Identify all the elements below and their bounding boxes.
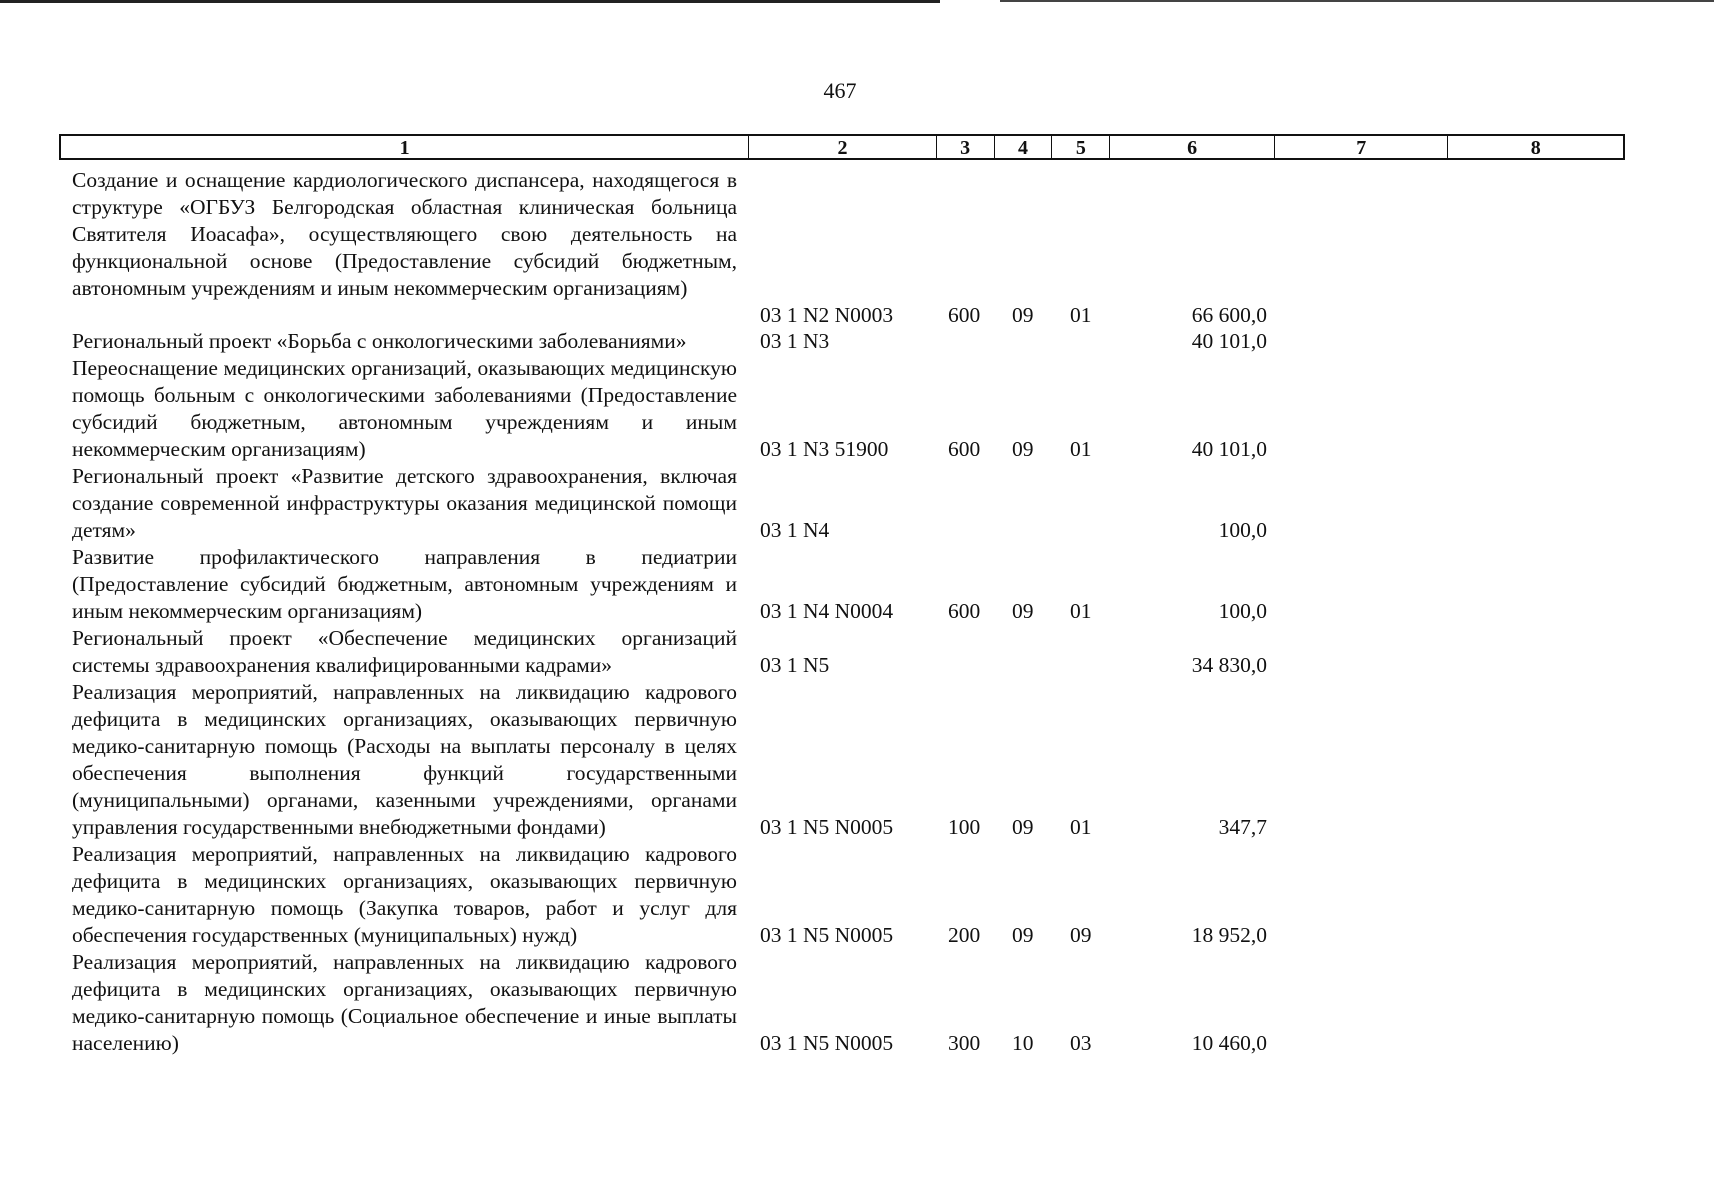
row-amount: 100,0 [1218, 599, 1267, 623]
scan-edge [1000, 0, 1714, 2]
row-section: 09 [1012, 923, 1034, 947]
scan-edge [0, 0, 940, 3]
row-subsection: 01 [1070, 599, 1092, 623]
row-name: Развитие профилактического направления в педиатрии (Предоставление субсидий бюджетным, автономным учреждениям и иным некоммерческим организациям) [72, 545, 737, 623]
row-subsection: 01 [1070, 437, 1092, 461]
row-subsection: 09 [1070, 923, 1092, 947]
row-section: 09 [1012, 437, 1034, 461]
row-name: Реализация мероприятий, направленных на ликвидацию кадрового дефицита в медицинских организациях, оказывающих первичную медико-санитарную помощь (Закупка товаров, работ и услуг для обеспечения государственных (муниципальных) нужд) [72, 842, 737, 947]
row-expense-type: 600 [948, 599, 981, 623]
table-header [59, 134, 1625, 160]
row-amount: 100,0 [1218, 518, 1267, 542]
row-section: 09 [1012, 815, 1034, 839]
row-expense-type: 100 [948, 815, 981, 839]
row-name: Реализация мероприятий, направленных на ликвидацию кадрового дефицита в медицинских организациях, оказывающих первичную медико-санитарную помощь (Социальное обеспечение и иные выплаты населению) [72, 950, 737, 1055]
row-amount: 40 101,0 [1191, 437, 1267, 461]
row-name: Региональный проект «Обеспечение медицинских организаций системы здравоохранения квалифицированными кадрами» [72, 626, 737, 677]
row-code: 03 1 N5 [760, 653, 830, 677]
table-row [0, 355, 1714, 463]
row-subsection: 03 [1070, 1031, 1092, 1055]
row-section: 10 [1012, 1031, 1034, 1055]
header-col-4: 4 [995, 136, 1053, 158]
row-section: 09 [1012, 599, 1034, 623]
page-number: 467 [823, 78, 857, 103]
row-subsection: 01 [1070, 303, 1092, 327]
table-row [0, 544, 1714, 625]
row-code: 03 1 N3 [760, 329, 830, 353]
row-amount: 40 101,0 [1191, 329, 1267, 353]
row-amount: 18 952,0 [1191, 923, 1267, 947]
row-code: 03 1 N5 N0005 [760, 923, 894, 947]
header-col-2: 2 [749, 136, 937, 158]
row-code: 03 1 N4 N0004 [760, 599, 894, 623]
row-code: 03 1 N2 N0003 [760, 303, 894, 327]
row-section: 09 [1012, 303, 1034, 327]
row-name: Региональный проект «Развитие детского здравоохранения, включая создание современной инфраструктуры оказания медицинской помощи детям» [72, 464, 737, 542]
header-col-3: 3 [937, 136, 995, 158]
table-row [0, 328, 1714, 355]
header-col-8: 8 [1530, 137, 1541, 159]
row-code: 03 1 N3 51900 [760, 437, 889, 461]
row-amount: 66 600,0 [1191, 303, 1267, 327]
table-row [0, 949, 1714, 1057]
row-expense-type: 600 [948, 303, 981, 327]
table-row [0, 679, 1714, 841]
row-expense-type: 300 [948, 1031, 981, 1055]
row-name: Региональный проект «Борьба с онкологическими заболеваниями» [72, 329, 687, 353]
header-col-7: 7 [1275, 136, 1449, 158]
row-amount: 347,7 [1218, 815, 1267, 839]
row-subsection: 01 [1070, 815, 1092, 839]
row-amount: 34 830,0 [1191, 653, 1267, 677]
row-amount: 10 460,0 [1191, 1031, 1267, 1055]
row-name: Создание и оснащение кардиологического диспансера, находящегося в структуре «ОГБУЗ Белгородская областная клиническая больница Святителя Иоасафа», осуществляющего свою деятельность на функциональной основе (Предоставление субсидий бюджетным, автономным учреждениям и иным некоммерческим организациям) [72, 168, 737, 300]
row-expense-type: 200 [948, 923, 981, 947]
row-name: Реализация мероприятий, направленных на ликвидацию кадрового дефицита в медицинских организациях, оказывающих первичную медико-санитарную помощь (Расходы на выплаты персоналу в целях обеспечения выполнения функций государственными (муниципальными) органами, казенными учреждениями, органами управления государственными внебюджетными фондами) [72, 680, 737, 839]
header-col-6: 6 [1110, 136, 1275, 158]
row-expense-type: 600 [948, 437, 981, 461]
row-code: 03 1 N5 N0005 [760, 815, 894, 839]
table-row [0, 167, 1714, 329]
table-row [0, 841, 1714, 949]
row-name: Переоснащение медицинских организаций, оказывающих медицинскую помощь больным с онкологическими заболеваниями (Предоставление субсидий бюджетным, автономным учреждениям и иным некоммерческим организациям) [72, 356, 737, 461]
header-col-1: 1 [61, 136, 749, 158]
row-code: 03 1 N5 N0005 [760, 1031, 894, 1055]
table-row [0, 625, 1714, 679]
header-col-5: 5 [1052, 136, 1110, 158]
row-code: 03 1 N4 [760, 518, 830, 542]
table-row [0, 463, 1714, 544]
